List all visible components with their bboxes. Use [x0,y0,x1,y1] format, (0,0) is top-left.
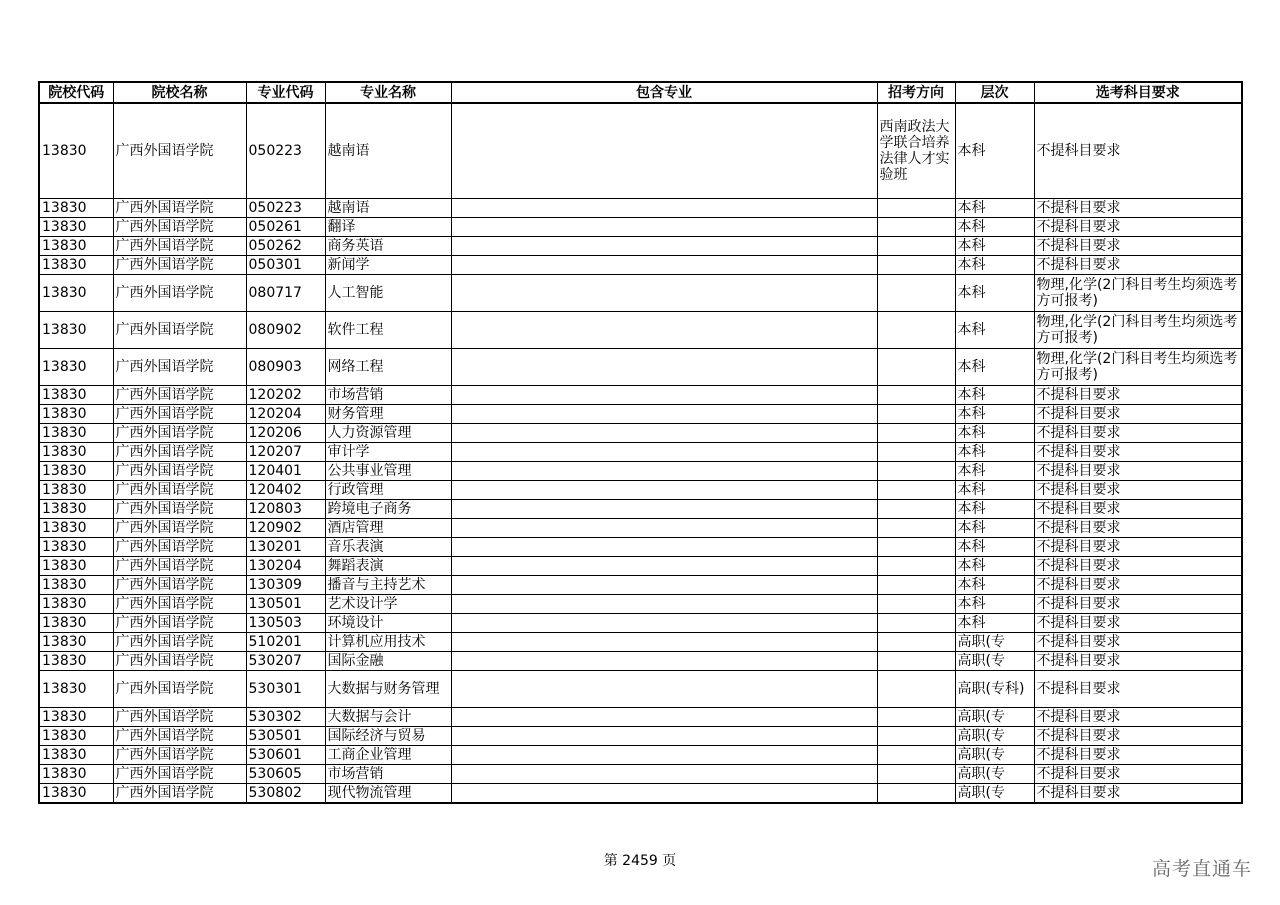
subject-requirement-cell: 不提科目要求 [1034,443,1242,462]
admission-direction-cell [877,633,955,652]
table-row [39,576,1242,595]
table-row [39,708,1242,727]
level-cell: 高职(专科) [955,671,1034,708]
institution-code-cell: 13830 [39,671,113,708]
subject-requirement-cell: 物理,化学(2门科目考生均须选考方可报考) [1034,312,1242,349]
included-majors-cell [451,275,877,312]
table-row [39,103,1242,199]
subject-requirement-cell: 不提科目要求 [1034,576,1242,595]
subject-requirement-cell: 不提科目要求 [1034,519,1242,538]
table-row [39,256,1242,275]
table-row [39,519,1242,538]
subject-requirement-cell: 不提科目要求 [1034,671,1242,708]
table-header [39,82,1242,103]
level-cell: 本科 [955,443,1034,462]
institution-name-cell: 广西外国语学院 [113,500,246,519]
header-included-majors: 包含专业 [451,82,877,103]
institution-code-cell: 13830 [39,481,113,500]
subject-requirement-cell: 不提科目要求 [1034,218,1242,237]
admission-direction-cell [877,312,955,349]
institution-name-cell: 广西外国语学院 [113,652,246,671]
major-name-cell: 大数据与会计 [325,708,451,727]
level-cell: 本科 [955,557,1034,576]
admission-direction-cell [877,652,955,671]
subject-requirement-cell: 不提科目要求 [1034,595,1242,614]
level-cell: 本科 [955,199,1034,218]
subject-requirement-cell: 不提科目要求 [1034,765,1242,784]
table-row [39,633,1242,652]
institution-name-cell: 广西外国语学院 [113,746,246,765]
level-cell: 本科 [955,237,1034,256]
admission-direction-cell [877,462,955,481]
subject-requirement-cell: 不提科目要求 [1034,462,1242,481]
table-row [39,405,1242,424]
included-majors-cell [451,538,877,557]
institution-code-cell: 13830 [39,462,113,481]
major-code-cell: 050262 [246,237,325,256]
level-cell: 高职(专 [955,765,1034,784]
subject-requirement-cell: 不提科目要求 [1034,746,1242,765]
included-majors-cell [451,746,877,765]
subject-requirement-cell: 不提科目要求 [1034,784,1242,804]
major-code-cell: 120204 [246,405,325,424]
header-institution-name: 院校名称 [113,82,246,103]
level-cell: 本科 [955,462,1034,481]
watermark: 高考直通车 [1151,858,1252,880]
major-code-cell: 120902 [246,519,325,538]
level-cell: 本科 [955,595,1034,614]
institution-name-cell: 广西外国语学院 [113,424,246,443]
table-row [39,784,1242,804]
level-cell: 本科 [955,481,1034,500]
major-code-cell: 120207 [246,443,325,462]
level-cell: 本科 [955,386,1034,405]
table-row [39,237,1242,256]
level-cell: 本科 [955,614,1034,633]
institution-code-cell: 13830 [39,746,113,765]
admission-direction-cell [877,557,955,576]
major-name-cell: 艺术设计学 [325,595,451,614]
admission-direction-cell [877,275,955,312]
header-major-code: 专业代码 [246,82,325,103]
major-name-cell: 酒店管理 [325,519,451,538]
admission-direction-cell [877,349,955,386]
major-code-cell: 530207 [246,652,325,671]
major-name-cell: 网络工程 [325,349,451,386]
included-majors-cell [451,424,877,443]
page-number: 第 2459 页 [603,853,677,869]
included-majors-cell [451,386,877,405]
included-majors-cell [451,614,877,633]
institution-name-cell: 广西外国语学院 [113,727,246,746]
major-name-cell: 人工智能 [325,275,451,312]
institution-code-cell: 13830 [39,256,113,275]
level-cell: 高职(专 [955,784,1034,804]
major-code-cell: 130501 [246,595,325,614]
table-row [39,595,1242,614]
institution-code-cell: 13830 [39,275,113,312]
major-name-cell: 音乐表演 [325,538,451,557]
major-code-cell: 080903 [246,349,325,386]
level-cell: 本科 [955,500,1034,519]
subject-requirement-cell: 不提科目要求 [1034,424,1242,443]
level-cell: 高职(专 [955,727,1034,746]
major-name-cell: 环境设计 [325,614,451,633]
institution-name-cell: 广西外国语学院 [113,256,246,275]
major-name-cell: 越南语 [325,103,451,199]
subject-requirement-cell: 不提科目要求 [1034,256,1242,275]
table-row [39,500,1242,519]
included-majors-cell [451,765,877,784]
level-cell: 高职(专 [955,708,1034,727]
institution-name-cell: 广西外国语学院 [113,349,246,386]
institution-name-cell: 广西外国语学院 [113,538,246,557]
major-name-cell: 计算机应用技术 [325,633,451,652]
major-name-cell: 工商企业管理 [325,746,451,765]
admission-direction-cell [877,481,955,500]
institution-code-cell: 13830 [39,349,113,386]
admission-direction-cell [877,538,955,557]
institution-name-cell: 广西外国语学院 [113,237,246,256]
institution-code-cell: 13830 [39,784,113,804]
admission-direction-cell [877,784,955,804]
included-majors-cell [451,500,877,519]
major-code-cell: 510201 [246,633,325,652]
subject-requirement-cell: 不提科目要求 [1034,557,1242,576]
institution-name-cell: 广西外国语学院 [113,614,246,633]
level-cell: 本科 [955,218,1034,237]
institution-code-cell: 13830 [39,614,113,633]
major-name-cell: 播音与主持艺术 [325,576,451,595]
subject-requirement-cell: 不提科目要求 [1034,500,1242,519]
major-code-cell: 050301 [246,256,325,275]
included-majors-cell [451,557,877,576]
included-majors-cell [451,633,877,652]
institution-code-cell: 13830 [39,312,113,349]
included-majors-cell [451,312,877,349]
level-cell: 本科 [955,576,1034,595]
major-name-cell: 人力资源管理 [325,424,451,443]
major-code-cell: 120206 [246,424,325,443]
admission-direction-cell [877,595,955,614]
subject-requirement-cell: 不提科目要求 [1034,727,1242,746]
table-row [39,424,1242,443]
included-majors-cell [451,652,877,671]
header-admission-direction: 招考方向 [877,82,955,103]
major-code-cell: 530301 [246,671,325,708]
subject-requirement-cell: 不提科目要求 [1034,405,1242,424]
admission-direction-cell [877,708,955,727]
subject-requirement-cell: 不提科目要求 [1034,614,1242,633]
major-name-cell: 行政管理 [325,481,451,500]
institution-code-cell: 13830 [39,708,113,727]
level-cell: 本科 [955,519,1034,538]
admission-direction-cell [877,199,955,218]
table-row [39,199,1242,218]
level-cell: 本科 [955,424,1034,443]
level-cell: 本科 [955,103,1034,199]
table-row [39,614,1242,633]
institution-code-cell: 13830 [39,103,113,199]
included-majors-cell [451,103,877,199]
table-row [39,765,1242,784]
institution-code-cell: 13830 [39,595,113,614]
level-cell: 本科 [955,312,1034,349]
major-code-cell: 530501 [246,727,325,746]
institution-code-cell: 13830 [39,424,113,443]
table-row [39,652,1242,671]
major-name-cell: 公共事业管理 [325,462,451,481]
included-majors-cell [451,519,877,538]
table-row [39,386,1242,405]
header-institution-code: 院校代码 [39,82,113,103]
admission-direction-cell [877,614,955,633]
admission-direction-cell [877,405,955,424]
subject-requirement-cell: 不提科目要求 [1034,633,1242,652]
admission-direction-cell [877,519,955,538]
major-code-cell: 530605 [246,765,325,784]
institution-name-cell: 广西外国语学院 [113,275,246,312]
institution-name-cell: 广西外国语学院 [113,708,246,727]
major-name-cell: 商务英语 [325,237,451,256]
institution-code-cell: 13830 [39,557,113,576]
major-name-cell: 翻译 [325,218,451,237]
included-majors-cell [451,462,877,481]
institution-name-cell: 广西外国语学院 [113,443,246,462]
institution-code-cell: 13830 [39,576,113,595]
subject-requirement-cell: 不提科目要求 [1034,538,1242,557]
institution-name-cell: 广西外国语学院 [113,633,246,652]
major-code-cell: 130201 [246,538,325,557]
subject-requirement-cell: 不提科目要求 [1034,481,1242,500]
institution-code-cell: 13830 [39,652,113,671]
institution-code-cell: 13830 [39,443,113,462]
level-cell: 本科 [955,538,1034,557]
major-name-cell: 跨境电子商务 [325,500,451,519]
major-code-cell: 050223 [246,199,325,218]
table-row [39,349,1242,386]
institution-name-cell: 广西外国语学院 [113,103,246,199]
admission-direction-cell [877,256,955,275]
admission-direction-cell [877,576,955,595]
admission-direction-cell [877,765,955,784]
table-row [39,671,1242,708]
major-code-cell: 130503 [246,614,325,633]
subject-requirement-cell: 不提科目要求 [1034,237,1242,256]
included-majors-cell [451,708,877,727]
included-majors-cell [451,199,877,218]
subject-requirement-cell: 不提科目要求 [1034,708,1242,727]
table-row [39,557,1242,576]
included-majors-cell [451,595,877,614]
admission-direction-cell: 西南政法大学联合培养法律人才实验班 [877,103,955,199]
table-row [39,462,1242,481]
institution-code-cell: 13830 [39,538,113,557]
institution-code-cell: 13830 [39,633,113,652]
level-cell: 高职(专 [955,633,1034,652]
institution-name-cell: 广西外国语学院 [113,218,246,237]
admissions-table [38,81,1243,804]
major-name-cell: 国际经济与贸易 [325,727,451,746]
major-name-cell: 国际金融 [325,652,451,671]
institution-name-cell: 广西外国语学院 [113,199,246,218]
admission-direction-cell [877,424,955,443]
major-code-cell: 130309 [246,576,325,595]
level-cell: 高职(专 [955,746,1034,765]
included-majors-cell [451,237,877,256]
level-cell: 本科 [955,349,1034,386]
major-name-cell: 软件工程 [325,312,451,349]
major-name-cell: 市场营销 [325,386,451,405]
table-row [39,481,1242,500]
admission-direction-cell [877,386,955,405]
major-name-cell: 市场营销 [325,765,451,784]
institution-name-cell: 广西外国语学院 [113,386,246,405]
subject-requirement-cell: 物理,化学(2门科目考生均须选考方可报考) [1034,275,1242,312]
included-majors-cell [451,784,877,804]
table-row [39,538,1242,557]
admission-direction-cell [877,218,955,237]
admission-direction-cell [877,727,955,746]
institution-name-cell: 广西外国语学院 [113,671,246,708]
major-code-cell: 080902 [246,312,325,349]
header-major-name: 专业名称 [325,82,451,103]
institution-name-cell: 广西外国语学院 [113,595,246,614]
institution-code-cell: 13830 [39,727,113,746]
major-name-cell: 财务管理 [325,405,451,424]
admission-direction-cell [877,746,955,765]
header-subject-requirement: 选考科目要求 [1034,82,1242,103]
subject-requirement-cell: 不提科目要求 [1034,103,1242,199]
subject-requirement-cell: 不提科目要求 [1034,199,1242,218]
major-name-cell: 大数据与财务管理 [325,671,451,708]
included-majors-cell [451,481,877,500]
major-code-cell: 530601 [246,746,325,765]
major-code-cell: 120401 [246,462,325,481]
institution-name-cell: 广西外国语学院 [113,784,246,804]
major-code-cell: 050261 [246,218,325,237]
institution-name-cell: 广西外国语学院 [113,765,246,784]
included-majors-cell [451,576,877,595]
admission-direction-cell [877,443,955,462]
table-row [39,443,1242,462]
institution-code-cell: 13830 [39,519,113,538]
included-majors-cell [451,671,877,708]
major-code-cell: 130204 [246,557,325,576]
institution-code-cell: 13830 [39,386,113,405]
institution-name-cell: 广西外国语学院 [113,312,246,349]
institution-name-cell: 广西外国语学院 [113,557,246,576]
major-code-cell: 120803 [246,500,325,519]
institution-code-cell: 13830 [39,765,113,784]
included-majors-cell [451,349,877,386]
institution-code-cell: 13830 [39,199,113,218]
level-cell: 高职(专 [955,652,1034,671]
table-row [39,218,1242,237]
institution-code-cell: 13830 [39,237,113,256]
major-code-cell: 080717 [246,275,325,312]
admission-direction-cell [877,671,955,708]
subject-requirement-cell: 不提科目要求 [1034,386,1242,405]
institution-code-cell: 13830 [39,405,113,424]
included-majors-cell [451,443,877,462]
major-code-cell: 530302 [246,708,325,727]
admission-direction-cell [877,500,955,519]
admission-direction-cell [877,237,955,256]
subject-requirement-cell: 不提科目要求 [1034,652,1242,671]
subject-requirement-cell: 物理,化学(2门科目考生均须选考方可报考) [1034,349,1242,386]
major-code-cell: 120402 [246,481,325,500]
major-name-cell: 舞蹈表演 [325,557,451,576]
level-cell: 本科 [955,275,1034,312]
major-code-cell: 120202 [246,386,325,405]
table-row [39,727,1242,746]
institution-name-cell: 广西外国语学院 [113,576,246,595]
institution-name-cell: 广西外国语学院 [113,519,246,538]
major-name-cell: 新闻学 [325,256,451,275]
table-row [39,746,1242,765]
table-row [39,275,1242,312]
level-cell: 本科 [955,256,1034,275]
table-body [39,103,1242,803]
institution-code-cell: 13830 [39,218,113,237]
major-name-cell: 越南语 [325,199,451,218]
included-majors-cell [451,405,877,424]
major-name-cell: 审计学 [325,443,451,462]
institution-name-cell: 广西外国语学院 [113,462,246,481]
institution-name-cell: 广西外国语学院 [113,405,246,424]
institution-code-cell: 13830 [39,500,113,519]
major-code-cell: 530802 [246,784,325,804]
included-majors-cell [451,256,877,275]
included-majors-cell [451,727,877,746]
institution-name-cell: 广西外国语学院 [113,481,246,500]
header-row [39,82,1242,103]
level-cell: 本科 [955,405,1034,424]
header-level: 层次 [955,82,1034,103]
table-row [39,312,1242,349]
major-name-cell: 现代物流管理 [325,784,451,804]
included-majors-cell [451,218,877,237]
major-code-cell: 050223 [246,103,325,199]
